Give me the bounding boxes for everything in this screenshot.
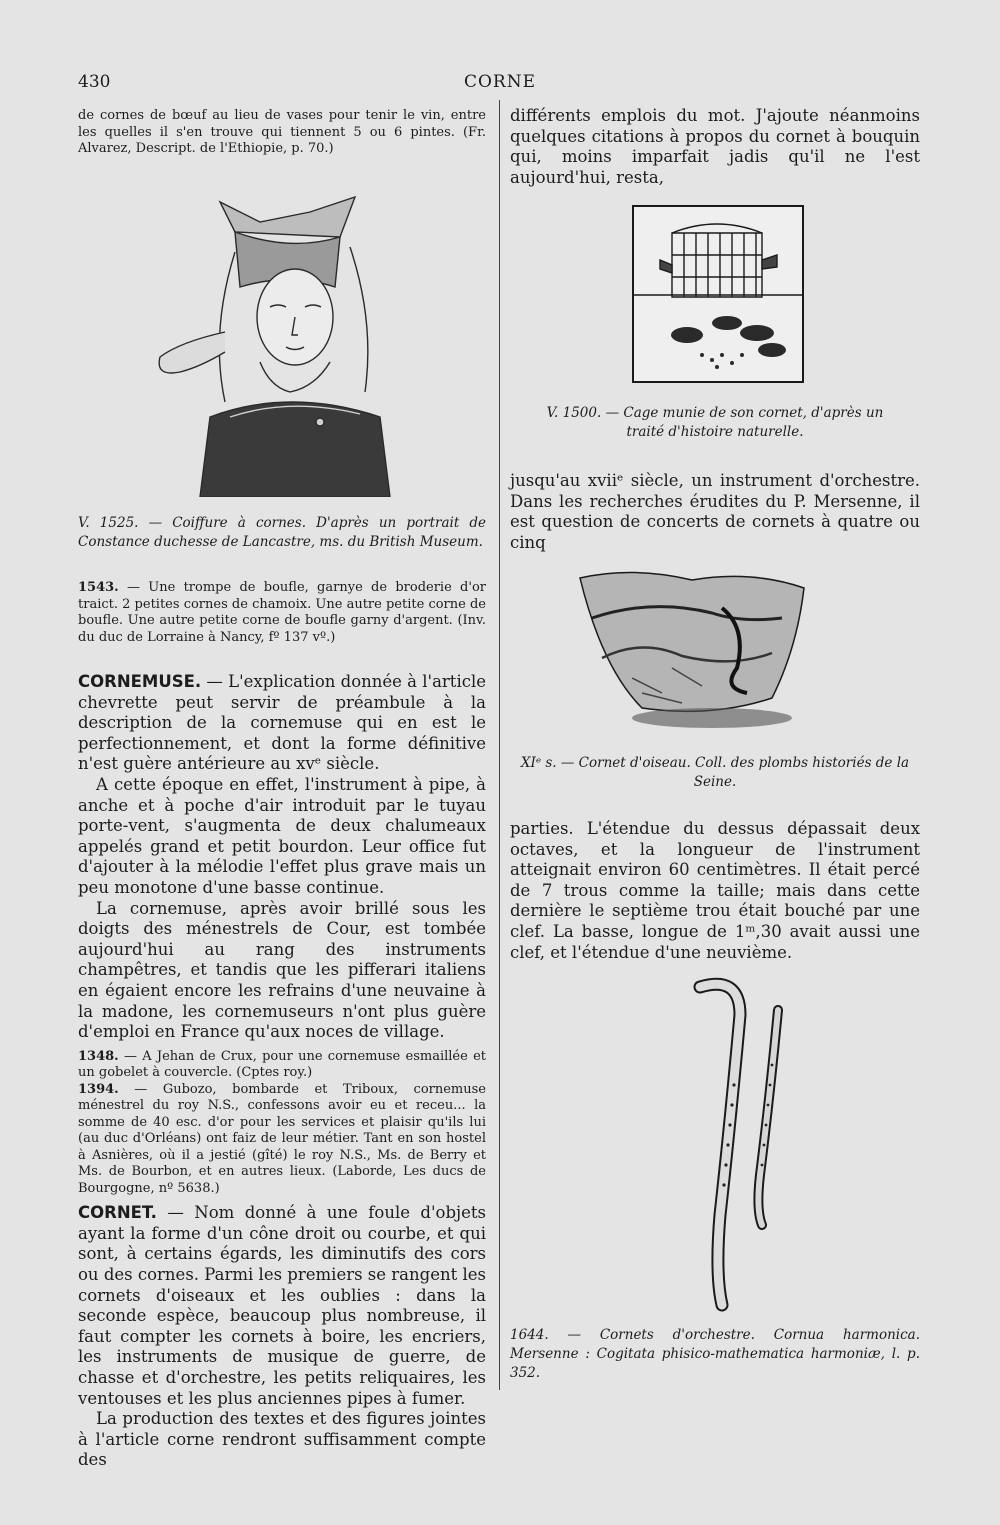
orchestra-cornets-illustration <box>660 975 810 1325</box>
citation-1348 <box>78 1049 486 1082</box>
headdress-portrait-illustration <box>140 192 440 497</box>
right-column-bottom <box>510 819 920 963</box>
left-paragraph-1: de cornes de bœuf au lieu de vases pour tenir le vin, entre les quelles il s'en trouve qui tiennent 5 ou 6 pintes. (Fr. Alvarez, Descript. de l'Ethiopie, p. 70.) <box>78 108 486 156</box>
cornemuse-text: — L'explication donnée à l'article chevrette peut servir de préambule à la description de la cornemuse qui en est le perfectionnement, et dont la forme définitive n'est guère antérieure au xvᵉ siècle. <box>78 672 486 774</box>
figure-1644-caption: 1644. — Cornets d'orchestre. Cornua harmonica. Mersenne : Cogitata phisico-mathematica harmoniæ, l. p. 352. <box>510 1327 920 1381</box>
cornet-text: — Nom donné à une foule d'objets ayant la forme d'un cône droit ou courbe, et qui sont, à certains égards, les diminutifs des cors ou des cornes. Parmi les premiers se rangent les cornets d'oiseaux et les oublies : dans la seconde espèce, beaucoup plus nombreuse, il faut compter les cornets à boire, les encriers, les instruments de musique de guerre, de chasse et d'orchestre, les petits reliquaires, les ventouses et les plus anciennes pipes à fumer. <box>78 1203 486 1408</box>
citation-1394 <box>78 1082 486 1198</box>
figure-xi-caption-block <box>510 754 920 792</box>
right-paragraph-3: parties. L'étendue du dessus dépassait deux octaves, et la longueur de l'instrument atteignait environ 60 centimètres. Il était percé de 7 trous comme la taille; mais dans cette dernière le septième trou était bouché par une clef. La basse, longue de 1ᵐ,30 avait aussi une clef, et l'étendue d'une neuvième. <box>510 819 920 962</box>
citation-text: — A Jehan de Crux, pour une cornemuse esmaillée et un gobelet à couvercle. (Cptes roy.) <box>78 1048 486 1081</box>
bird-horn-vessel-illustration <box>572 568 812 748</box>
cornemuse-paragraph-1 <box>78 672 486 775</box>
page-title: CORNE <box>463 72 537 92</box>
figure-1500-caption: V. 1500. — Cage munie de son cornet, d'après un traité d'histoire naturelle. <box>546 405 884 440</box>
bird-cage-woodcut-illustration <box>632 205 804 383</box>
citation-year: 1394. <box>78 1081 119 1097</box>
cornemuse-paragraph-3: La cornemuse, après avoir brillé sous les doigts des ménestrels de Cour, est tombée aujourd'hui au rang des instruments champêtres, et tandis que les pifferari italiens en égaient encore les refrains d'une neuvaine à la madone, les cornemuseurs n'ont plus guère d'emploi en France qu'aux noces de village. <box>78 898 486 1042</box>
citation-year: 1348. <box>78 1048 119 1064</box>
right-paragraph-1: différents emplois du mot. J'ajoute néanmoins quelques citations à propos du cornet à bouquin qui, moins imparfait jadis qu'il ne l'est aujourd'hui, resta, <box>510 106 920 187</box>
left-column-top <box>78 108 486 158</box>
citation-1543 <box>78 580 486 646</box>
figure-1644-caption-block <box>510 1326 920 1383</box>
page-number: 430 <box>78 72 111 92</box>
cornemuse-heading: CORNEMUSE. <box>78 672 202 691</box>
citation-text: — Gubozo, bombarde et Triboux, cornemuse ménestrel du roy N.S., confessons avoir eu et receu... la somme de 40 esc. d'or pour les services et plaisir qu'ils lui (au duc d'Orléans) ont faiz de leur métier. Tant en son hostel à Asnières, où il a jestié (gîté) le roy N.S., Ms. de Berry et Ms. de Bourbon, et en autres lieux. (Laborde, Les ducs de Bourgogne, nº 5638.) <box>78 1081 486 1196</box>
citation-text: — Une trompe de boufle, garnye de broderie d'or traict. 2 petites cornes de chamoix. Une autre petite corne de boufle. Une autre petite corne de boufle garny d'argent. (Inv. du duc de Lorraine à Nancy, fº 137 vº.) <box>78 580 486 645</box>
figure-1500-caption-block <box>510 404 920 442</box>
cornet-paragraph-2: La production des textes et des figures jointes à l'article corne rendront suffisamment compte des <box>78 1409 486 1470</box>
cornet-heading: CORNET. <box>78 1203 157 1223</box>
right-column-middle <box>510 471 920 553</box>
cornemuse-paragraph-2: A cette époque en effet, l'instrument à pipe, à anche et à poche d'air introduit par le tuyau porte-vent, s'augmenta de deux chalumeaux appelés grand et petit bourdon. Leur office fut d'ajouter à la mélodie l'effet plus grave mais un peu monotone d'une basse continue. <box>78 774 486 897</box>
citation-year: 1543. <box>78 580 119 595</box>
figure-xi-caption: XIᵉ s. — Cornet d'oiseau. Coll. des plombs historiés de la Seine. <box>520 755 910 790</box>
right-paragraph-2: jusqu'au xviiᵉ siècle, un instrument d'orchestre. Dans les recherches érudites du P. Mersenne, il est question de concerts de cornets à quatre ou cinq <box>510 471 920 552</box>
left-column-captions <box>78 514 486 646</box>
figure-1525-caption: V. 1525. — Coiffure à cornes. D'après un portrait de Constance duchesse de Lancastre, ms. du British Museum. <box>78 515 486 550</box>
cornemuse-article <box>78 672 486 1471</box>
cornet-paragraph-1 <box>78 1203 486 1409</box>
column-divider <box>499 100 500 1390</box>
right-column-top <box>510 106 920 188</box>
